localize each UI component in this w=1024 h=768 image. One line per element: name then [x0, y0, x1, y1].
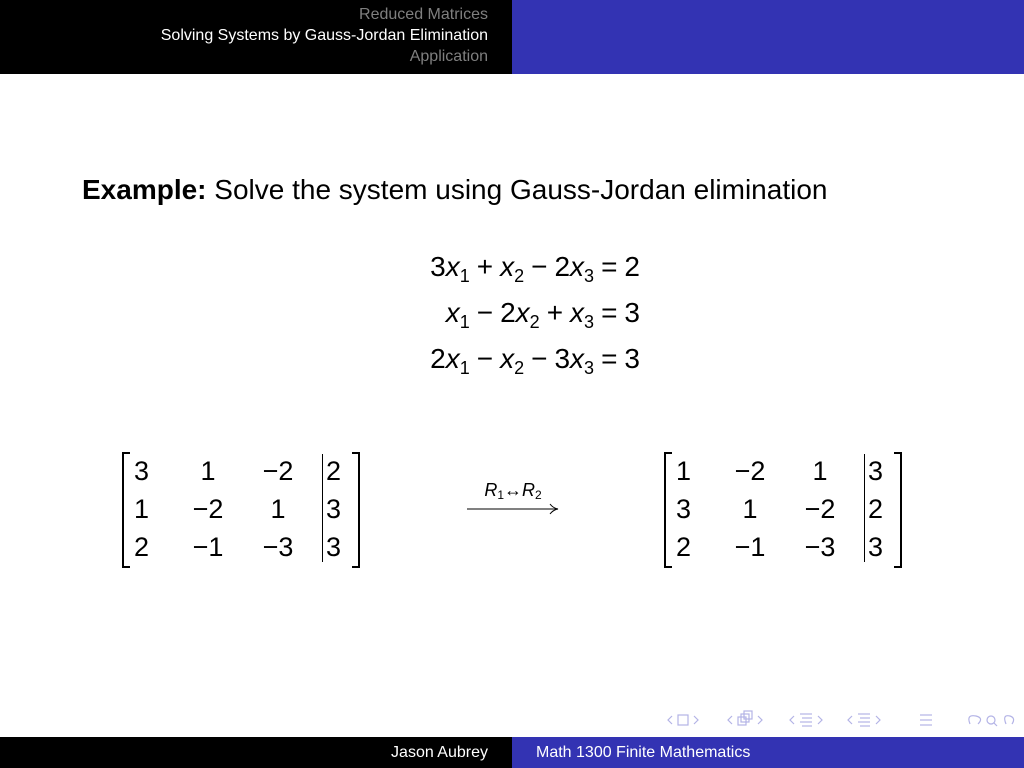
header-bar — [0, 0, 1024, 74]
document-icon[interactable] — [858, 714, 870, 726]
section-next-icon[interactable] — [818, 716, 822, 724]
matrix-cell: −3 — [262, 532, 294, 562]
matrix-cell: 1 — [812, 456, 828, 486]
matrix-cell: −1 — [192, 532, 224, 562]
equation-term: $3x_3$ — [554, 343, 595, 378]
augmented-matrix-swapped — [664, 452, 902, 566]
beamer-nav-icons — [666, 710, 1018, 730]
nav-item-reduced-matrices[interactable]: Reduced Matrices — [359, 6, 488, 23]
matrix-cell: −2 — [192, 494, 224, 524]
matrix-constant-cell: 3 — [326, 532, 342, 562]
frame-next-icon[interactable] — [694, 716, 698, 724]
nav-item-gauss-jordan[interactable]: Solving Systems by Gauss-Jordan Elimination — [160, 27, 488, 44]
equation-operator: − — [476, 343, 494, 374]
row-operation — [466, 480, 560, 520]
equation-row — [340, 336, 640, 382]
equation-term: $2x_3$ — [554, 251, 595, 286]
matrix-constant-cell: 2 — [868, 494, 884, 524]
matrix-cell: 3 — [676, 494, 692, 524]
equals-sign: = — [601, 343, 618, 374]
matrix-cell: 1 — [134, 494, 150, 524]
example-label: Example: — [82, 174, 207, 205]
equation-term: $2x_1$ — [430, 343, 470, 378]
footer-right-panel — [512, 737, 1024, 768]
footer-author: Jason Aubrey — [391, 744, 488, 761]
equation-row — [340, 290, 640, 336]
augment-bar — [322, 454, 323, 562]
equation-rhs: 3 — [624, 343, 640, 374]
subsection-prev-icon[interactable] — [728, 716, 732, 724]
rowop-r2-sub: 2 — [535, 488, 542, 502]
forward-icon[interactable] — [1005, 716, 1014, 724]
footer-left-panel — [0, 737, 512, 768]
example-statement — [82, 174, 827, 206]
equation-term: $2x_2$ — [500, 297, 540, 332]
document-next-icon[interactable] — [876, 716, 880, 724]
left-bracket — [664, 452, 672, 568]
right-bracket — [352, 452, 360, 568]
matrix-constant-cell: 3 — [326, 494, 342, 524]
equation-operator: − — [476, 297, 494, 328]
matrix-cell: 2 — [134, 532, 150, 562]
document-prev-icon[interactable] — [848, 716, 852, 724]
equation-rhs: 2 — [624, 251, 640, 282]
equation-term: $x_2$ — [500, 251, 525, 286]
equals-sign: = — [601, 251, 618, 282]
right-bracket — [894, 452, 902, 568]
rowop-r1-sub: 1 — [497, 488, 504, 502]
matrix-cell: 1 — [200, 456, 216, 486]
equation-system — [340, 244, 640, 382]
matrix-cell: −2 — [262, 456, 294, 486]
equation-row — [340, 244, 640, 290]
search-icon[interactable] — [987, 716, 997, 726]
matrix-cell: 3 — [134, 456, 150, 486]
header-right-panel — [512, 0, 1024, 74]
subsection-next-icon[interactable] — [758, 716, 762, 724]
equation-operator: − — [531, 251, 548, 282]
header-left-panel — [0, 0, 512, 74]
augmented-matrix-original — [122, 452, 360, 566]
matrix-cell: −1 — [734, 532, 766, 562]
equation-term: $x_3$ — [570, 297, 595, 332]
frame-prev-icon[interactable] — [668, 716, 672, 724]
back-icon[interactable] — [969, 716, 981, 724]
equals-sign: = — [601, 297, 618, 328]
appendix-icon[interactable] — [920, 715, 932, 725]
nav-item-application[interactable]: Application — [409, 48, 488, 65]
rowop-swap-symbol: ↔ — [504, 480, 522, 500]
equation-term: $3x_1$ — [430, 251, 470, 286]
right-arrow-icon — [466, 502, 560, 516]
matrix-constant-cell: 3 — [868, 532, 884, 562]
frame-icon[interactable] — [678, 715, 688, 725]
matrix-constant-cell: 2 — [326, 456, 342, 486]
subsection-icon[interactable] — [738, 711, 752, 725]
matrix-cell: 1 — [270, 494, 286, 524]
matrix-cell: 1 — [676, 456, 692, 486]
row-operation-label — [466, 480, 560, 501]
matrix-cell: −2 — [734, 456, 766, 486]
matrix-constant-cell: 3 — [868, 456, 884, 486]
matrix-cell: −3 — [804, 532, 836, 562]
beamer-navigation — [666, 710, 1018, 735]
matrix-cell: 2 — [676, 532, 692, 562]
equation-operator: + — [476, 251, 494, 282]
matrix-cell: 1 — [742, 494, 758, 524]
matrix-cell: −2 — [804, 494, 836, 524]
section-icon[interactable] — [800, 714, 812, 726]
equation-term: $x_2$ — [500, 343, 525, 378]
section-prev-icon[interactable] — [790, 716, 794, 724]
example-text: Solve the system using Gauss-Jordan elimination — [214, 174, 828, 205]
rowop-r1: R — [484, 480, 498, 500]
left-bracket — [122, 452, 130, 568]
rowop-r2: R — [522, 480, 535, 500]
equation-rhs: 3 — [624, 297, 640, 328]
equation-operator: + — [546, 297, 564, 328]
equation-term: $x_1$ — [445, 297, 470, 332]
equation-operator: − — [531, 343, 548, 374]
footer-course: Math 1300 Finite Mathematics — [536, 744, 751, 761]
augment-bar — [864, 454, 865, 562]
section-nav-list — [161, 4, 488, 67]
